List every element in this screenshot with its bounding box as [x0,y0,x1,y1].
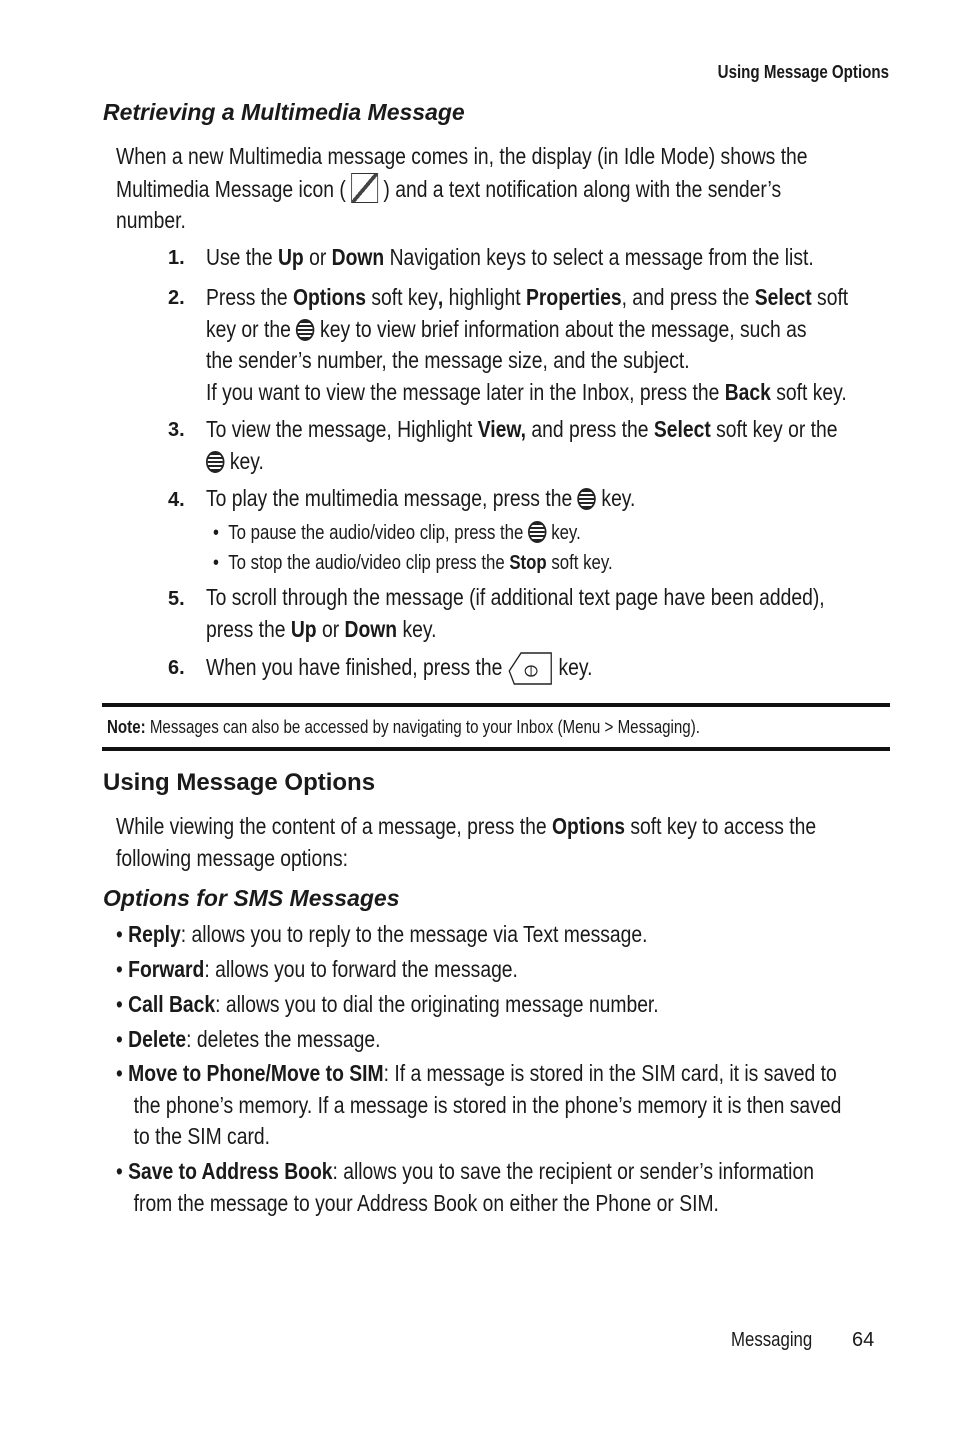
step-number: 4. [168,489,185,511]
intro-text: ) and a text notification along with the sender’s [383,175,782,202]
bullet-stop [213,552,613,575]
step-text: If you want to view the message later in the Inbox, press the [206,378,725,405]
bullet-text: To pause the audio/video clip, press the [228,522,524,544]
step-text: , and press the [621,284,755,310]
list-line [116,1156,814,1188]
page-number: 64 [852,1329,875,1351]
step-line [206,414,837,446]
step-text: highlight [443,284,527,310]
multimedia-message-icon [351,173,378,203]
step-text: or [303,244,332,270]
center-key-icon [206,451,224,473]
step-number: 3. [168,419,185,441]
step-number: 6. [168,657,185,679]
option-desc: : allows you to save the recipient or sender’s information [332,1158,814,1184]
step-line: the sender’s number, the message size, and the subject. [206,347,690,373]
center-key-icon [528,521,546,543]
note [107,717,700,738]
bullet-dot-icon: • [116,921,123,947]
step-line: To scroll through the message (if additional text page have been added), [206,584,825,610]
key-name: Up [290,615,317,642]
bullet-text: soft key. [546,552,613,574]
step-text: key. [229,447,264,474]
bullet-dot-icon: • [116,956,123,982]
bullet-text: To stop the audio/video clip press the [228,552,510,574]
step-text: Press the [206,284,293,310]
list-item [116,919,648,951]
bullet-dot-icon: • [116,1026,123,1052]
list-item [116,1156,814,1219]
step-3 [206,414,837,477]
bullet-pause [213,521,581,545]
step-line [206,314,848,346]
paragraph-line: following message options: [116,844,348,871]
step-4 [206,483,635,515]
step-text: or [316,615,345,642]
step-line [206,377,848,409]
list-line: the phone’s memory. If a message is stored in the phone’s memory it is then saved [133,1091,842,1118]
list-item [116,1024,381,1056]
step-text: soft key or the [710,416,838,442]
note-bottom-rule [102,747,890,751]
step-text: Use the [206,244,278,270]
key-name: Options [292,284,366,310]
key-name: Properties [526,284,622,310]
bullet-dot-icon: • [116,991,123,1017]
option-desc: : allows you to forward the message. [204,956,518,982]
bullet-dot-icon: • [116,1158,123,1184]
step-text: soft key. [770,378,847,405]
options-paragraph [116,811,816,874]
step-text: soft [811,284,849,310]
step-number: 1. [168,247,185,269]
step-text: key or the [206,315,291,342]
list-item [116,1058,841,1153]
step-6 [206,651,593,685]
step-number: 5. [168,588,185,610]
bullet-dot-icon: • [116,1060,123,1086]
option-term: Forward [128,956,205,982]
bullet-text: key. [551,522,581,544]
note-text: Messages can also be accessed by navigating to your Inbox (Menu > Messaging). [145,717,700,737]
step-line [206,446,837,478]
paragraph-text: soft key to access the [625,813,817,839]
step-text: To view the message, Highlight [206,416,478,442]
section-title-sms-options: Options for SMS Messages [103,885,400,911]
step-text: key. [601,485,636,511]
intro-text: Multimedia Message icon ( [116,175,346,202]
step-1 [206,242,814,274]
step-line [206,614,825,646]
step-line [206,282,848,314]
step-text: key. [397,615,437,642]
key-name: Back [724,378,771,405]
end-key-icon [508,651,553,685]
option-term: Move to Phone/Move to SIM [128,1060,384,1086]
section-title-retrieving: Retrieving a Multimedia Message [103,99,465,125]
list-item [116,954,518,986]
key-name: Up [277,244,304,270]
step-number: 2. [168,287,185,309]
bullet-dot-icon: • [213,522,219,544]
option-desc: : allows you to dial the originating message number. [215,991,659,1017]
step-2 [206,282,848,408]
option-term: Save to Address Book [128,1158,333,1184]
option-term: Call Back [128,991,216,1017]
option-term: Delete [128,1026,187,1052]
paragraph-line [116,811,816,843]
footer-section: Messaging [731,1329,813,1351]
note-top-rule [102,703,890,707]
option-desc: : allows you to reply to the message via Text message. [180,921,648,947]
list-line: from the message to your Address Book on either the Phone or SIM. [133,1189,719,1216]
intro-paragraph [116,141,808,237]
step-text: key. [558,654,593,680]
key-name: Options [552,813,626,839]
option-desc: : If a message is stored in the SIM card, it is saved to [383,1060,837,1086]
step-text: key to view brief information about the message, such as [320,315,807,342]
key-name: Stop [509,552,547,574]
step-text: When you have finished, press the [206,654,503,680]
intro-line: number. [116,207,186,233]
center-key-icon [578,488,596,510]
end-key-icon [508,651,553,685]
intro-line: When a new Multimedia message comes in, the display (in Idle Mode) shows the [116,143,808,169]
option-term: Reply [128,921,181,947]
step-5 [206,582,825,645]
running-header: Using Message Options [717,62,889,82]
key-name: Down [344,615,398,642]
intro-line [116,173,808,206]
list-item [116,989,659,1021]
step-text: press the [206,615,291,642]
key-name: Down [331,244,385,270]
center-key-icon [296,319,314,341]
note-label: Note: [107,717,146,737]
key-name: Select [653,416,711,442]
step-text: and press the [526,416,654,442]
step-text: soft key [365,284,438,310]
step-text: , [437,284,444,310]
bullet-dot-icon: • [213,552,219,574]
step-text: To play the multimedia message, press the [206,485,573,511]
option-desc: : deletes the message. [186,1026,381,1052]
step-text: Navigation keys to select a message from the list. [384,244,814,270]
paragraph-text: While viewing the content of a message, press the [116,813,553,839]
key-name: Select [754,284,812,310]
menu-item-name: View, [477,416,527,442]
section-title-options: Using Message Options [103,769,376,796]
list-line [116,1058,841,1090]
list-line: to the SIM card. [133,1123,271,1149]
